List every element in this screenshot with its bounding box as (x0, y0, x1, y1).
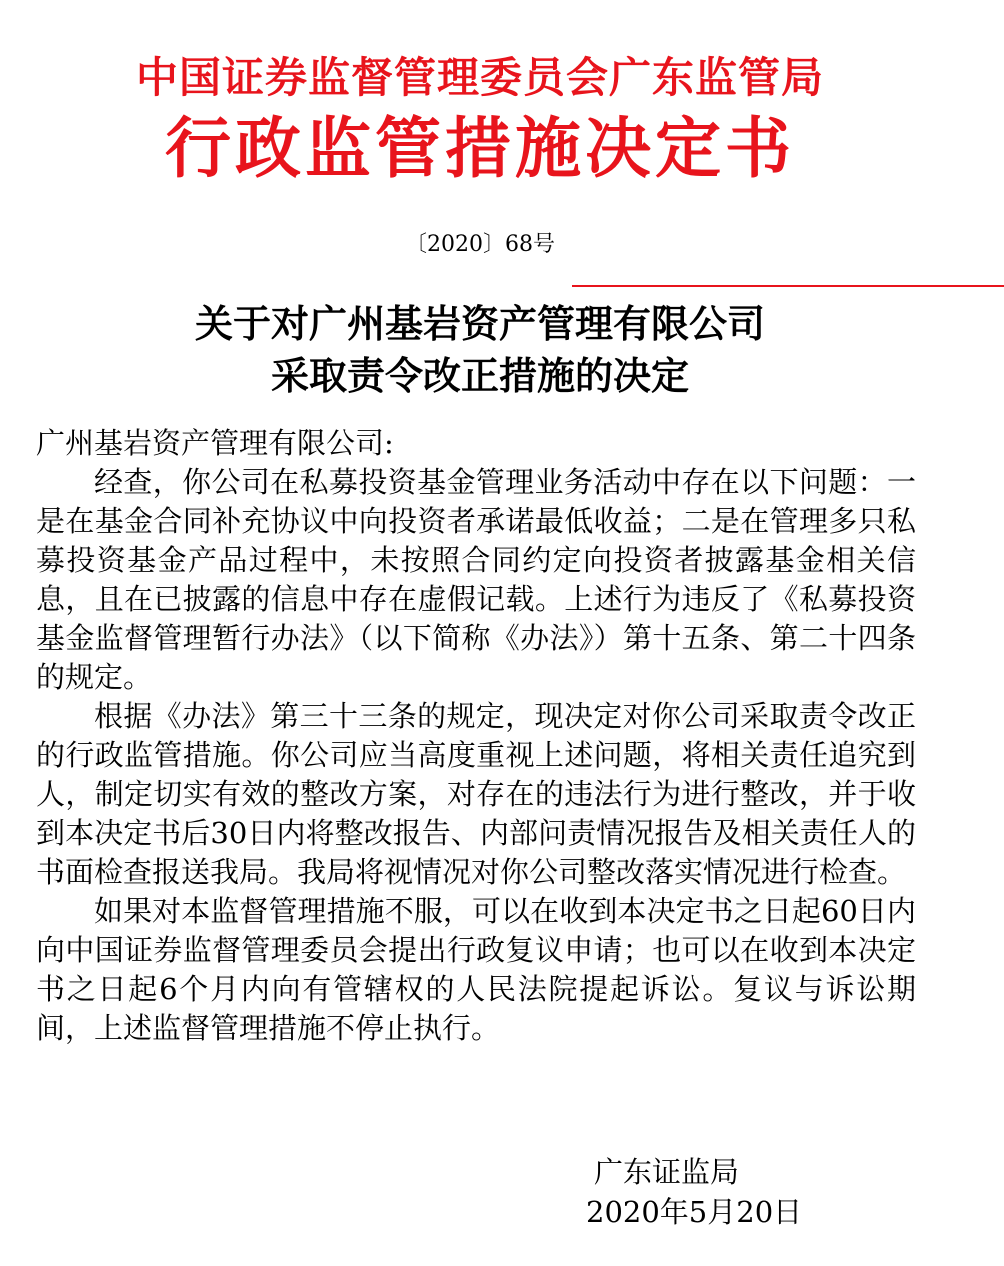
issuing-organization-header: 中国证券监督管理委员会广东监管局 (135, 53, 824, 102)
paragraph-appeal-rights: 如果对本监督管理措施不服，可以在收到本决定书之日起60日内向中国证券监督管理委员会提出行政复议申请；也可以在收到本决定书之日起6个月内向有管辖权的人民法院提起诉讼。复议与诉讼期间，上述监督管理措施不停止执行。 (36, 894, 916, 1045)
subject-line-1: 关于对广州基岩资产管理有限公司 (194, 301, 765, 346)
decision-subject (0, 298, 960, 402)
paragraph-decision: 根据《办法》第三十三条的规定，现决定对你公司采取责令改正的行政监管措施。你公司应当高度重视上述问题，将相关责任追究到人，制定切实有效的整改方案，对存在的违法行为进行整改，并于收到本决定书后30日内将整改报告、内部问责情况报告及相关责任人的书面检查报送我局。我局将视情况对你公司整改落实情况进行检查。 (36, 699, 916, 889)
issuer-name: 广东证监局 (594, 1155, 740, 1189)
subject-line-2: 采取责令改正措施的决定 (270, 353, 689, 398)
document-type-title: 行政监管措施决定书 (165, 109, 795, 187)
decision-body (36, 424, 916, 1048)
issue-date: 2020年5月20日 (586, 1195, 803, 1229)
red-divider-line (572, 285, 1004, 287)
paragraph-findings: 经查，你公司在私募投资基金管理业务活动中存在以下问题：一是在基金合同补充协议中向投资者承诺最低收益；二是在管理多只私募投资基金产品过程中，未按照合同约定向投资者披露基金相关信息，且在已披露的信息中存在虚假记载。上述行为违反了《私募投资基金监督管理暂行办法》（以下简称《办法》）第十五条、第二十四条的规定。 (36, 465, 916, 694)
signature-block (586, 1152, 802, 1232)
document-number: 〔2020〕68号 (405, 232, 555, 257)
addressee: 广州基岩资产管理有限公司: (36, 426, 394, 460)
